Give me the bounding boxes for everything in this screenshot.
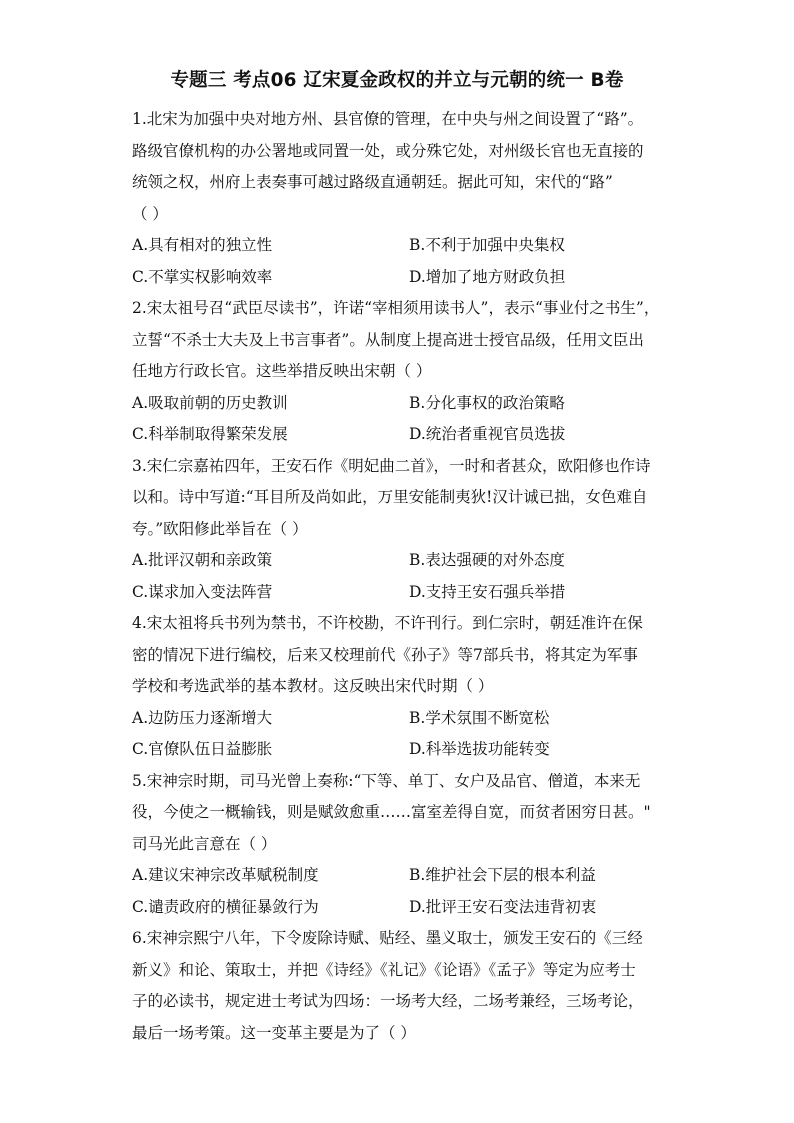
- question-2-text-line: 任地方行政长官。这些举措反映出宋朝（ ）: [132, 362, 432, 380]
- question-4-option-b: B.学术氛围不断宽松: [409, 708, 550, 727]
- question-3-option-c: C.谋求加入变法阵营: [132, 582, 273, 601]
- question-4-text-line: 密的情况下进行编校，后来又校理前代《孙子》等7部兵书，将其定为军事: [132, 645, 638, 664]
- question-6-text-line: 6.宋神宗熙宁八年，下令废除诗赋、贴经、墨义取士，颁发王安石的《三经: [132, 929, 643, 947]
- question-6-text-line: 最后一场考策。这一变革主要是为了（ ）: [132, 1023, 416, 1042]
- question-2-option-b: B.分化事权的政治策略: [409, 393, 565, 412]
- question-1-answer-blank: （ ）: [132, 204, 168, 223]
- question-2-option-a: A.吸取前朝的历史教训: [132, 393, 288, 412]
- question-1-option-a: A.具有相对的独立性: [132, 236, 273, 254]
- question-1-option-d: D.增加了地方财政负担: [409, 267, 566, 286]
- question-1-text-line: 路级官僚机构的办公署地或同置一处，或分殊它处，对州级长官也无直接的: [132, 141, 644, 160]
- question-4-option-a: A.边防压力逐渐增大: [132, 708, 273, 727]
- question-3-option-b: B.表达强硬的对外态度: [409, 551, 565, 569]
- question-5-option-d: D.批评王安石变法违背初衷: [409, 897, 597, 916]
- question-6-text-line: 子的必读书，规定进士考试为四场：一场考大经，二场考兼经，三场考论，: [132, 992, 644, 1010]
- question-1-options-row: [132, 262, 668, 294]
- question-1-options-row: [132, 230, 668, 262]
- question-5-text-line: 司马光此言意在（ ）: [132, 834, 277, 853]
- question-3-text-line: 3.宋仁宗嘉祐四年，王安石作《明妃曲二首》，一时和者甚众，欧阳修也作诗: [132, 456, 651, 475]
- question-3-options-row: [132, 545, 668, 577]
- question-1-option-b: B.不利于加强中央集权: [409, 236, 565, 254]
- question-2: [132, 293, 668, 451]
- question-5-option-b: B.维护社会下层的根本利益: [409, 866, 596, 884]
- question-6-text-line: 新义》和论、策取士，并把《诗经》《礼记》《论语》《孟子》等定为应考士: [132, 960, 636, 979]
- question-4-option-c: C.官僚队伍日益膨胀: [132, 740, 273, 758]
- question-list: [132, 104, 668, 1049]
- question-3-options-row: [132, 577, 668, 609]
- question-3-option-d: D.支持王安石强兵举措: [409, 582, 566, 601]
- question-5: [132, 766, 668, 924]
- question-4-options-row: [132, 703, 668, 735]
- question-2-option-c: C.科举制取得繁荣发展: [132, 425, 288, 443]
- question-4: [132, 608, 668, 766]
- question-5-text-line: 役，今使之一概输钱，则是赋敛愈重……富室差得自宽，而贫者困穷日甚。": [132, 803, 651, 821]
- question-3-text-line: 夸。”欧阳修此举旨在（ ）: [132, 519, 308, 538]
- question-1-text-line: 统领之权，州府上表奏事可越过路级直通朝廷。据此可知，宋代的“路”: [132, 173, 613, 191]
- question-2-option-d: D.统治者重视官员选拔: [409, 425, 566, 443]
- question-2-text-line: 立誓“不杀士大夫及上书言事者”。从制度上提高进士授官品级，任用文臣出: [132, 330, 644, 349]
- question-1: [132, 104, 668, 293]
- question-1-option-c: C.不掌实权影响效率: [132, 267, 273, 286]
- question-4-text-line: 4.宋太祖将兵书列为禁书，不许校勘，不许刊行。到仁宗时，朝廷准许在保: [132, 614, 643, 632]
- question-3-option-a: A.批评汉朝和亲政策: [132, 551, 273, 569]
- question-5-options-row: [132, 860, 668, 892]
- question-3-text-line: 以和。诗中写道:“耳目所及尚如此，万里安能制夷狄!汉计诚已拙，女色难自: [132, 488, 648, 506]
- page-title: 专题三 考点06 辽宋夏金政权的并立与元朝的统一 B卷: [170, 70, 624, 91]
- question-2-options-row: [132, 388, 668, 420]
- question-6: [132, 923, 668, 1049]
- question-5-option-a: A.建议宋神宗改革赋税制度: [132, 866, 319, 884]
- question-2-options-row: [132, 419, 668, 451]
- question-4-option-d: D.科举选拔功能转变: [409, 740, 550, 758]
- question-5-options-row: [132, 892, 668, 924]
- question-5-text-line: 5.宋神宗时期，司马光曾上奏称:“下等、单丁、女户及品官、僧道，本来无: [132, 771, 641, 790]
- question-4-options-row: [132, 734, 668, 766]
- question-3: [132, 451, 668, 609]
- question-4-text-line: 学校和考选武举的基本教材。这反映出宋代时期（ ）: [132, 677, 494, 695]
- question-2-text-line: 2.宋太祖号召“武臣尽读书”，许诺“宰相须用读书人”，表示“事业付之书生”，: [132, 299, 660, 317]
- question-5-option-c: C.谴责政府的横征暴敛行为: [132, 897, 319, 916]
- question-1-text-line: 1.北宋为加强中央对地方州、县官僚的管理，在中央与州之间设置了“路”。: [132, 110, 644, 128]
